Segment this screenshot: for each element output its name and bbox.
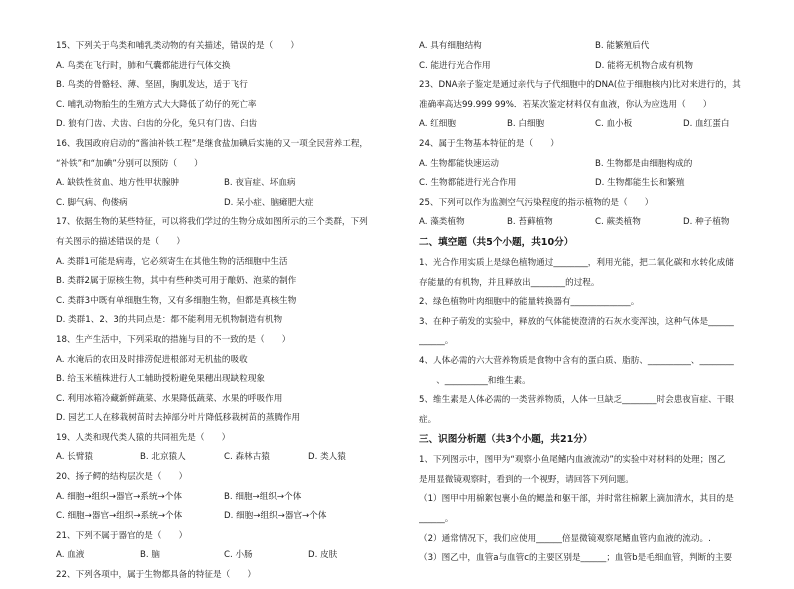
option-d: D. 皮肤	[308, 550, 338, 561]
question-line: 、__________和维生素。	[419, 375, 531, 386]
question-line: 1、光合作用实质上是绿色植物通过________，利用光能，把二氧化碳和水转化成储	[419, 257, 734, 268]
question-line: C. 哺乳动物胎生的生殖方式大大降低了幼仔的死亡率	[56, 99, 257, 110]
question-line: 4、人体必需的六大营养物质是食物中含有的蛋白质、脂肪、__________、________	[419, 355, 734, 366]
option-row	[419, 158, 771, 171]
question-line: 17、依据生物的某些特征，可以将我们学过的生物分成如图所示的三个类群，下列	[56, 217, 368, 228]
question-line: A. 水淹后的农田及时排涝促进根部对无机盐的吸收	[56, 354, 248, 365]
option-row	[56, 491, 392, 504]
option-a: A. 细胞→组织→器官→系统→个体	[56, 491, 182, 502]
question-line: 24、属于生物基本特征的是（ ）	[419, 138, 559, 149]
question-line: 1、下列图示中，图甲为“观察小鱼尾鳍内血液流动”的实验中对材料的处理；图乙	[419, 455, 726, 466]
option-a: C. 生物都能进行光合作用	[419, 178, 517, 189]
question-line: D. 类群1、2、3的共同点是：都不能利用无机物制造有机物	[56, 315, 283, 326]
option-row	[56, 510, 392, 523]
option-d: D. 类人猿	[308, 452, 346, 463]
option-a: C. 细胞→器官→组织→系统→个体	[56, 511, 183, 522]
question-line: 23、DNA亲子鉴定是通过亲代与子代细胞中的DNA(位于细胞核内)比对来进行的，其	[419, 80, 741, 91]
option-c: C. 小肠	[224, 550, 253, 561]
option-a: A. 血液	[56, 550, 85, 561]
option-b: B. 细胞→组织→个体	[224, 491, 302, 502]
option-a: A. 长臂猿	[56, 452, 93, 463]
question-line: ______。	[419, 514, 454, 525]
option-b: B. 能繁殖后代	[595, 41, 650, 51]
option-b: D. 细胞→组织→器官→个体	[224, 511, 327, 522]
left-column	[56, 40, 392, 589]
question-line: C. 类群3中既有单细胞生物，又有多细胞生物，但都是真核生物	[56, 295, 297, 306]
question-line: 是用显微镜观察时，看到的一个视野，请回答下列问题。	[419, 474, 634, 485]
question-line: 22、下列各项中，属于生物都具备的特征是（ ）	[56, 570, 256, 581]
option-b: B. 白细胞	[507, 119, 545, 130]
question-line: 2、绿色植物叶肉细胞中的能量转换器有______________。	[419, 297, 640, 308]
question-line: （3）图乙中，血管a与血管c的主要区别是______；血管b是毛细血管，判断的主要	[419, 553, 733, 564]
option-b: B. 生物都是由细胞构成的	[595, 158, 693, 169]
question-line: D. 狼有门齿、犬齿、臼齿的分化，兔只有门齿、臼齿	[56, 119, 258, 130]
option-c: C. 森林古猿	[224, 452, 270, 463]
question-line: 25、下列可以作为监测空气污染程度的指示植物的是（ ）	[419, 197, 654, 208]
option-a: C. 脚气病、佝偻病	[56, 197, 128, 208]
option-row	[419, 177, 771, 190]
option-a: A. 缺铁性贫血、地方性甲状腺肿	[56, 178, 179, 189]
question-line: ______。	[419, 336, 454, 347]
question-line: 有关图示的描述错误的是（ ）	[56, 236, 185, 247]
section-heading: 三、识图分析题（共3个小题，共21分）	[419, 434, 593, 446]
option-d: D. 种子植物	[683, 217, 730, 228]
question-line: （2）通常情况下，我们应使用______倍显微镜观察尾鳍血管内血液的流动。.	[419, 533, 711, 544]
question-line: 20、扬子鳄的结构层次是（ ）	[56, 472, 188, 483]
option-a: A. 具有细胞结构	[419, 41, 482, 51]
option-d: D. 血红蛋白	[683, 119, 730, 130]
option-c: C. 血小板	[595, 119, 633, 130]
right-column	[419, 40, 771, 572]
option-row	[56, 177, 392, 190]
question-line: 21、下列不属于器官的是（ ）	[56, 530, 188, 541]
option-row	[56, 197, 392, 210]
question-line: 19、人类和现代类人猿的共同祖先是（ ）	[56, 432, 231, 443]
option-a: A. 红细胞	[419, 119, 456, 130]
question-line: A. 类群1可能是病毒，它必须寄生在其他生物的活细胞中生活	[56, 256, 288, 267]
option-a: A. 生物都能快速运动	[419, 158, 499, 169]
option-a: C. 能进行光合作用	[419, 60, 491, 71]
option-b: B. 苔藓植物	[507, 217, 553, 228]
question-line: 5、维生素是人体必需的一类营养物质，人体一旦缺乏________时会患夜盲症、干眼	[419, 395, 734, 406]
option-b: D. 生物都能生长和繁殖	[595, 178, 685, 189]
option-row	[56, 451, 392, 464]
question-line: 18、生产生活中，下列采取的措施与目的不一致的是（ ）	[56, 334, 291, 345]
option-row	[56, 549, 392, 562]
question-line: B. 鸟类的骨骼轻、薄、坚固，胸肌发达，适于飞行	[56, 80, 248, 91]
question-line: 15、下列关于鸟类和哺乳类动物的有关描述，错误的是（ ）	[56, 41, 299, 51]
option-b: B. 夜盲症、坏血病	[224, 178, 296, 189]
question-line: “补铁”和“加碘”分别可以预防（ ）	[56, 158, 203, 169]
option-row	[419, 118, 771, 131]
section-heading: 二、填空题（共5个小题，共10分）	[419, 236, 574, 248]
question-line: B. 类群2属于原核生物，其中有些种类可用于酿奶、泡菜的制作	[56, 276, 297, 287]
option-row	[419, 60, 771, 73]
option-c: C. 蕨类植物	[595, 217, 641, 228]
option-row	[419, 216, 771, 229]
question-line: D. 园艺工人在移栽树苗时去掉部分叶片降低移栽树苗的蒸腾作用	[56, 413, 301, 424]
question-line: C. 利用冰箱冷藏新鲜蔬菜、水果降低蔬菜、水果的呼吸作用	[56, 393, 283, 404]
question-line: （1）图甲中用棉絮包裹小鱼的鳃盖和躯干部，并时常往棉絮上滴加清水，其目的是	[419, 494, 734, 505]
question-line: 症。	[419, 414, 437, 425]
option-b: B. 北京猿人	[140, 452, 186, 463]
option-b: B. 脑	[140, 550, 160, 561]
option-b: D. 能将无机物合成有机物	[595, 60, 694, 71]
question-line: 存能量的有机物，并且释放出________的过程。	[419, 277, 600, 288]
option-row	[419, 40, 771, 53]
question-line: 3、在种子萌发的实验中，释放的气体能使澄清的石灰水变浑浊，这种气体是______	[419, 316, 734, 327]
option-a: A. 藻类植物	[419, 217, 465, 228]
question-line: 准确率高达99.999 99%．若某次鉴定材料仅有血液，你认为应选用（ ）	[419, 99, 712, 110]
question-line: B. 给玉米植株进行人工辅助授粉避免果穗出现缺粒现象	[56, 374, 266, 385]
option-b: D. 呆小症、脑瘫肥大症	[224, 197, 314, 208]
question-line: A. 鸟类在飞行时，肺和气囊都能进行气体交换	[56, 60, 231, 71]
question-line: 16、我国政府启动的“酱油补铁工程”是继食盐加碘后实施的又一项全民营养工程，	[56, 138, 369, 149]
